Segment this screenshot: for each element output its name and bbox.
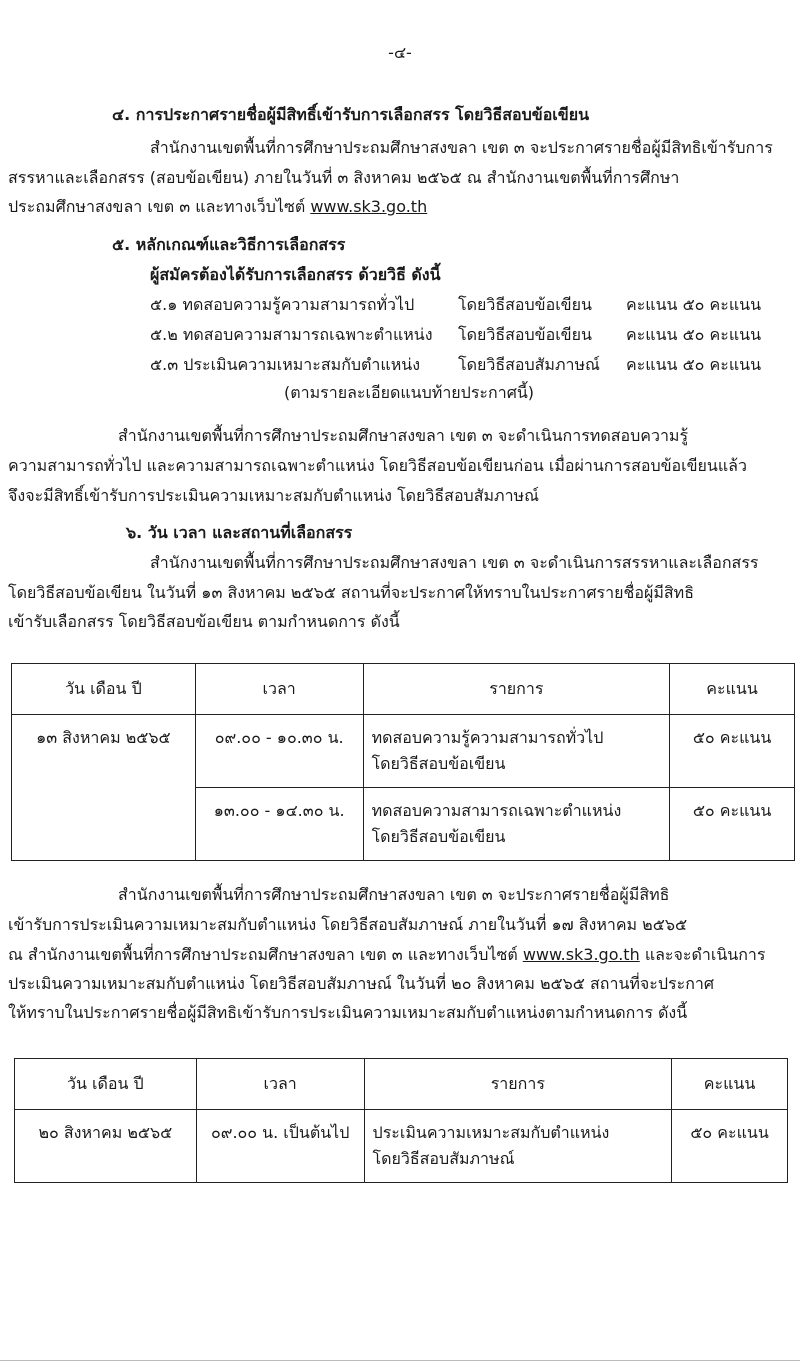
criteria-5-1-label: ๕.๑ ทดสอบความรู้ความสามารถทั่วไป [150,295,415,314]
section-4-line-1: สำนักงานเขตพื้นที่การศึกษาประถมศึกษาสงขลา เขต ๓ จะประกาศรายชื่อผู้มีสิทธิเข้ารับการ [150,138,773,157]
cell-item [363,715,670,788]
cell-item-line-1: ประเมินความเหมาะสมกับตำแหน่ง [372,1123,610,1142]
section-6-line-1: สำนักงานเขตพื้นที่การศึกษาประถมศึกษาสงขลา เขต ๓ จะดำเนินการสรรหาและเลือกสรร [150,553,759,572]
criteria-note: (ตามรายละเอียดแนบท้ายประกาศนี้) [284,383,535,402]
page-number: -๔- [388,43,412,62]
cell-score: ๕๐ คะแนน [670,788,795,861]
interview-para-line-1: สำนักงานเขตพื้นที่การศึกษาประถมศึกษาสงขลา เขต ๓ จะประกาศรายชื่อผู้มีสิทธิ [118,885,670,904]
criteria-5-3-score: คะแนน ๕๐ คะแนน [626,355,762,374]
cell-date: ๑๓ สิงหาคม ๒๕๖๕ [12,715,196,861]
interview-para-line-3 [8,944,765,966]
table-row [15,1110,788,1183]
cell-score: ๕๐ คะแนน [672,1110,788,1183]
interview-schedule-table [14,1058,788,1183]
cell-score: ๕๐ คะแนน [670,715,795,788]
section-5-para-line-3: จึงจะมีสิทธิ์เข้ารับการประเมินความเหมาะสมกับตำแหน่ง โดยวิธีสอบสัมภาษณ์ [8,486,539,505]
header-time: เวลา [196,1059,364,1110]
table-header-row [12,664,795,715]
header-item: รายการ [364,1059,672,1110]
table-row [12,715,795,788]
cell-item-line-2: โดยวิธีสอบข้อเขียน [371,754,506,773]
header-score: คะแนน [672,1059,788,1110]
header-date: วัน เดือน ปี [12,664,196,715]
section-4-line-2: สรรหาและเลือกสรร (สอบข้อเขียน) ภายในวันที่ ๓ สิงหาคม ๒๕๖๕ ณ สำนักงานเขตพื้นที่การศึกษา [8,168,680,187]
interview-para-line-5: ให้ทราบในประกาศรายชื่อผู้มีสิทธิเข้ารับการประเมินความเหมาะสมกับตำแหน่งตามกำหนดการ ดังนี้ [8,1003,688,1022]
criteria-5-3-method: โดยวิธีสอบสัมภาษณ์ [458,355,600,374]
cell-time: ๑๓.๐๐ - ๑๔.๓๐ น. [195,788,363,861]
written-exam-schedule-table [11,663,795,861]
section-5-para-line-2: ความสามารถทั่วไป และความสามารถเฉพาะตำแหน่ง โดยวิธีสอบข้อเขียนก่อน เมื่อผ่านการสอบข้อเขียนแล้ว [8,456,747,475]
section-5-para-line-1: สำนักงานเขตพื้นที่การศึกษาประถมศึกษาสงขลา เขต ๓ จะดำเนินการทดสอบความรู้ [118,426,689,445]
header-item: รายการ [363,664,670,715]
cell-item-line-1: ทดสอบความสามารถเฉพาะตำแหน่ง [371,801,622,820]
cell-item [364,1110,672,1183]
section-5-subtitle: ผู้สมัครต้องได้รับการเลือกสรร ด้วยวิธี ดังนี้ [150,265,441,284]
section-6-line-2: โดยวิธีสอบข้อเขียน ในวันที่ ๑๓ สิงหาคม ๒๕๖๕ สถานที่จะประกาศให้ทราบในประกาศรายชื่อผู้มีสิทธิ [8,583,694,602]
cell-time: ๐๙.๐๐ - ๑๐.๓๐ น. [195,715,363,788]
criteria-5-1-score: คะแนน ๕๐ คะแนน [626,295,762,314]
header-score: คะแนน [670,664,795,715]
page-bottom-edge [0,1360,800,1361]
section-4-title: ๔. การประกาศรายชื่อผู้มีสิทธิ์เข้ารับการเลือกสรร โดยวิธีสอบข้อเขียน [112,105,590,124]
criteria-5-3-label: ๕.๓ ประเมินความเหมาะสมกับตำแหน่ง [150,355,421,374]
interview-para-line-2: เข้ารับการประเมินความเหมาะสมกับตำแหน่ง โดยวิธีสอบสัมภาษณ์ ภายในวันที่ ๑๗ สิงหาคม ๒๕๖๕ [8,915,688,934]
criteria-5-2-label: ๕.๒ ทดสอบความสามารถเฉพาะตำแหน่ง [150,325,433,344]
interview-para-line-3-b: และจะดำเนินการ [644,945,766,964]
table-header-row [15,1059,788,1110]
cell-item-line-2: โดยวิธีสอบข้อเขียน [371,827,506,846]
interview-para-line-4: ประเมินความเหมาะสมกับตำแหน่ง โดยวิธีสอบสัมภาษณ์ ในวันที่ ๒๐ สิงหาคม ๒๕๖๕ สถานที่จะประกาศ [8,974,715,993]
header-time: เวลา [195,664,363,715]
interview-para-line-3-a: ณ สำนักงานเขตพื้นที่การศึกษาประถมศึกษาสงขลา เขต ๓ และทางเว็บไซต์ [8,945,518,964]
cell-date: ๒๐ สิงหาคม ๒๕๖๕ [15,1110,197,1183]
criteria-5-1-method: โดยวิธีสอบข้อเขียน [458,295,592,314]
cell-time: ๐๙.๐๐ น. เป็นต้นไป [196,1110,364,1183]
section-6-title: ๖. วัน เวลา และสถานที่เลือกสรร [126,523,353,542]
cell-item-line-1: ทดสอบความรู้ความสามารถทั่วไป [371,728,604,747]
header-date: วัน เดือน ปี [15,1059,197,1110]
section-5-title: ๕. หลักเกณฑ์และวิธีการเลือกสรร [112,235,346,254]
cell-item-line-2: โดยวิธีสอบสัมภาษณ์ [372,1149,515,1168]
section-4-line-3-text: ประถมศึกษาสงขลา เขต ๓ และทางเว็บไซต์ [8,197,306,216]
section-4-line-3 [8,196,427,218]
cell-item [363,788,670,861]
criteria-5-2-score: คะแนน ๕๐ คะแนน [626,325,762,344]
website-link[interactable]: www.sk3.go.th [522,945,640,964]
website-link[interactable]: www.sk3.go.th [310,197,428,216]
section-6-line-3: เข้ารับเลือกสรร โดยวิธีสอบข้อเขียน ตามกำหนดการ ดังนี้ [8,612,400,631]
criteria-5-2-method: โดยวิธีสอบข้อเขียน [458,325,592,344]
